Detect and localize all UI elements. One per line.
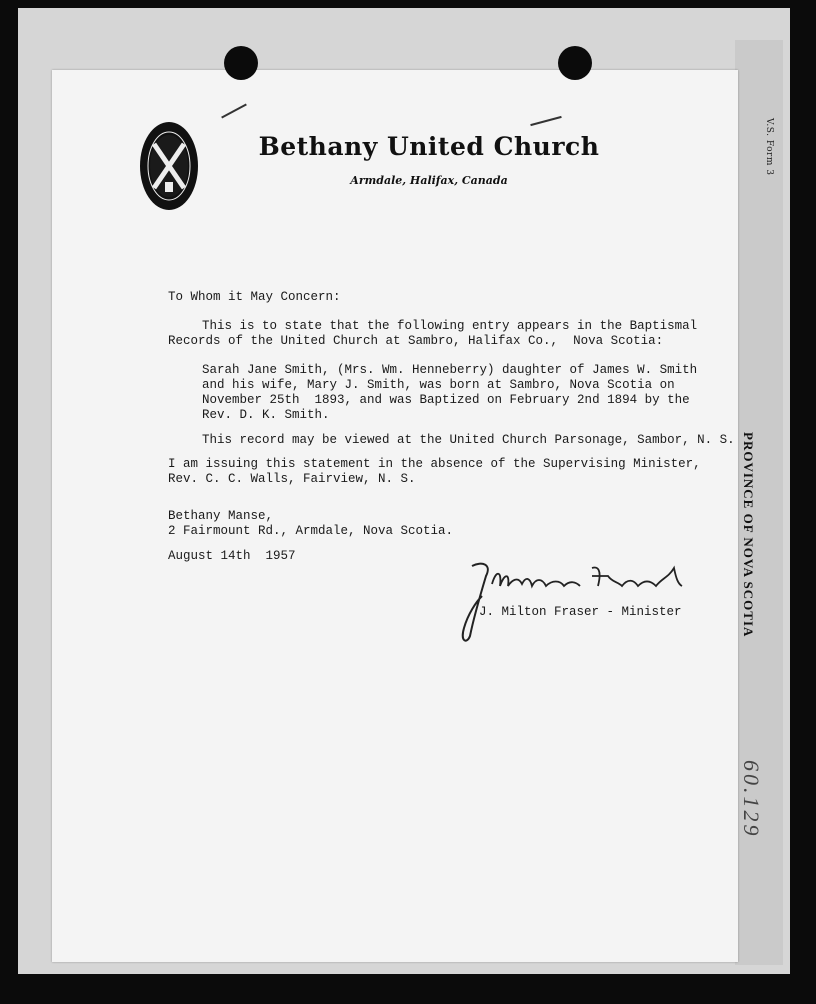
province-label: PROVINCE OF NOVA SCOTIA <box>741 432 756 638</box>
intro-line-2: Records of the United Church at Sambro, Halifax Co., Nova Scotia: <box>168 334 664 348</box>
registration-number: 60.129 <box>739 760 764 839</box>
pen-mark <box>221 104 247 119</box>
form-label: V.S. Form 3 <box>764 118 774 176</box>
entry-line-3: November 25th 1893, and was Baptized on February 2nd 1894 by the <box>202 393 690 407</box>
entry-line-2: and his wife, Mary J. Smith, was born at Sambro, Nova Scotia on <box>202 378 675 392</box>
pen-mark <box>530 116 561 126</box>
salutation: To Whom it May Concern: <box>168 290 341 304</box>
intro-line-1: This is to state that the following entry appears in the Baptismal <box>202 319 698 333</box>
address-line-1: Bethany Manse, <box>168 509 274 523</box>
church-name: Bethany United Church <box>258 132 600 161</box>
punch-hole <box>558 46 592 80</box>
viewing-note: This record may be viewed at the United Church Parsonage, Sambor, N. S. <box>202 433 735 447</box>
address-line-2: 2 Fairmount Rd., Armdale, Nova Scotia. <box>168 524 454 538</box>
issuing-line-2: Rev. C. C. Walls, Fairview, N. S. <box>168 472 416 486</box>
church-seal-icon <box>138 120 200 212</box>
church-location: Armdale, Halifax, Canada <box>350 174 508 187</box>
signature-caption: J. Milton Fraser - Minister <box>479 605 682 619</box>
letter-date: August 14th 1957 <box>168 549 296 563</box>
punch-hole <box>224 46 258 80</box>
entry-line-4: Rev. D. K. Smith. <box>202 408 330 422</box>
entry-line-1: Sarah Jane Smith, (Mrs. Wm. Henneberry) daughter of James W. Smith <box>202 363 698 377</box>
issuing-line-1: I am issuing this statement in the absence of the Supervising Minister, <box>168 457 701 471</box>
letter-sheet <box>52 70 738 962</box>
handwritten-signature <box>452 556 692 646</box>
